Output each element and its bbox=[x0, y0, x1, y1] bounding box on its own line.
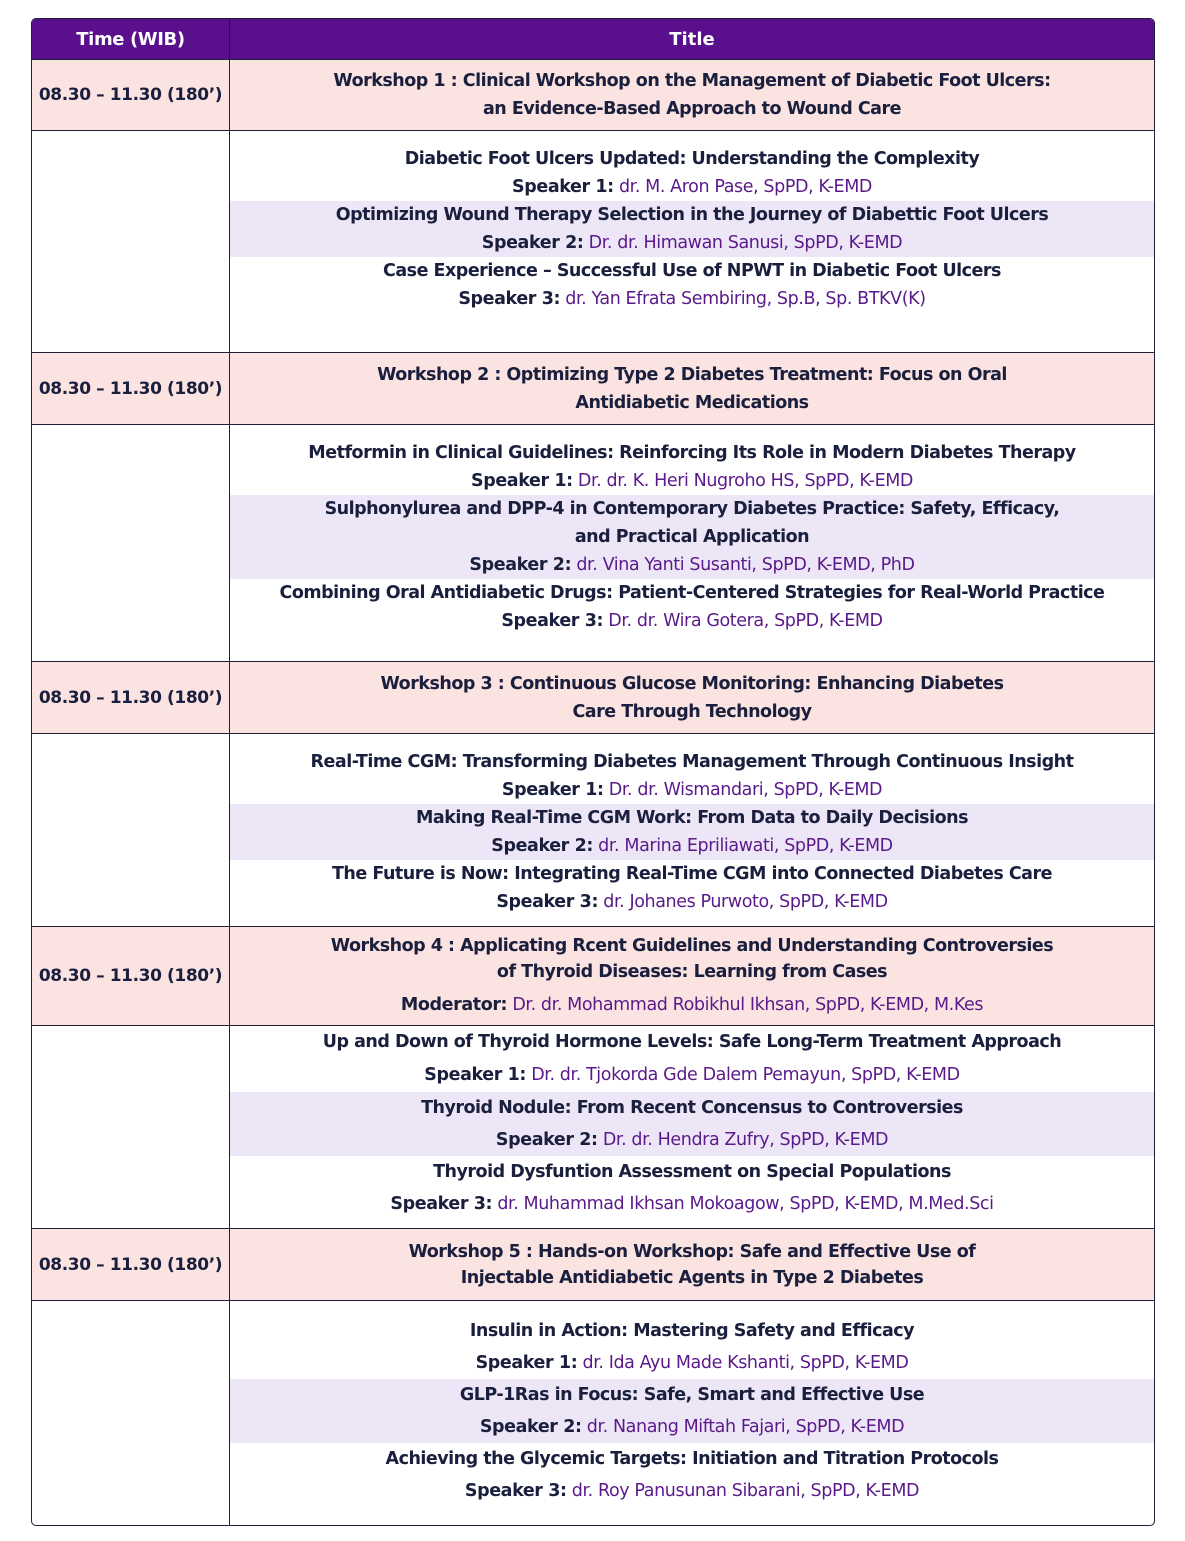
title-column-header: Title bbox=[669, 28, 715, 50]
workshop-title-line: Workshop 1 : Clinical Workshop on the Management of Diabetic Foot Ulcers: bbox=[333, 71, 1051, 91]
workshop-title bbox=[230, 927, 1154, 1025]
session-list bbox=[230, 1026, 1154, 1228]
session-item bbox=[230, 201, 1154, 257]
session-item bbox=[230, 145, 1154, 201]
empty-time-cell bbox=[32, 734, 230, 926]
workshop-title-line: Injectable Antidiabetic Agents in Type 2 Diabetes bbox=[460, 1267, 924, 1288]
moderator-label: Moderator: bbox=[400, 995, 508, 1015]
session-title: The Future is Now: Integrating Real-Time CGM into Connected Diabetes Care bbox=[332, 864, 1052, 884]
speaker-name: dr. M. Aron Pase, SpPD, K-EMD bbox=[618, 177, 872, 197]
session-title: Insulin in Action: Mastering Safety and Efficacy bbox=[469, 1321, 915, 1341]
workshop-title-line: Workshop 5 : Hands-on Workshop: Safe and Effective Use of bbox=[408, 1241, 976, 1262]
speaker-line bbox=[512, 173, 872, 201]
session-title: Case Experience – Successful Use of NPWT in Diabetic Foot Ulcers bbox=[383, 261, 1001, 281]
workshop-title bbox=[230, 353, 1154, 424]
speaker-line bbox=[469, 551, 914, 579]
speaker-line bbox=[424, 1059, 959, 1092]
speaker-name: dr. Roy Panusunan Sibarani, SpPD, K-EMD bbox=[571, 1481, 920, 1501]
workshop-title-line: Antidiabetic Medications bbox=[575, 392, 809, 413]
session-title: GLP-1Ras in Focus: Safe, Smart and Effective Use bbox=[459, 1385, 925, 1405]
session-item bbox=[230, 1092, 1154, 1156]
speaker-name: Dr. dr. Wismandari, SpPD, K-EMD bbox=[608, 780, 883, 800]
speaker-name: Dr. dr. Tjokorda Gde Dalem Pemayun, SpPD, K-EMD bbox=[531, 1065, 960, 1085]
speaker-label: Speaker 1: bbox=[512, 177, 614, 197]
session-title: Making Real-Time CGM Work: From Data to Daily Decisions bbox=[416, 808, 968, 828]
workshop-row bbox=[32, 60, 1154, 131]
session-title: Metformin in Clinical Guidelines: Reinforcing Its Role in Modern Diabetes Therapy bbox=[308, 443, 1076, 463]
workshop-title bbox=[230, 1229, 1154, 1300]
speaker-name: dr. Ida Ayu Made Kshanti, SpPD, K-EMD bbox=[582, 1353, 909, 1373]
workshop-time: 08.30 – 11.30 (180’) bbox=[32, 353, 230, 424]
time-column-header: Time (WIB) bbox=[32, 19, 230, 59]
session-item bbox=[230, 748, 1154, 804]
session-item bbox=[230, 1315, 1154, 1379]
workshop-time: 08.30 – 11.30 (180’) bbox=[32, 60, 230, 130]
session-item bbox=[230, 1379, 1154, 1443]
workshop-title bbox=[230, 60, 1154, 130]
sessions-row bbox=[32, 131, 1154, 353]
empty-time-cell bbox=[32, 131, 230, 352]
moderator-name: Dr. dr. Mohammad Robikhul Ikhsan, SpPD, K-EMD, M.Kes bbox=[512, 995, 984, 1015]
workshop-title bbox=[230, 662, 1154, 733]
speaker-line bbox=[502, 776, 882, 804]
workshop-row bbox=[32, 662, 1154, 734]
speaker-label: Speaker 1: bbox=[475, 1353, 578, 1373]
sessions-row bbox=[32, 734, 1154, 927]
speaker-name: dr. Johanes Purwoto, SpPD, K-EMD bbox=[603, 892, 888, 912]
speaker-line bbox=[496, 1124, 888, 1156]
speaker-label: Speaker 1: bbox=[471, 471, 573, 491]
speaker-label: Speaker 3: bbox=[390, 1194, 493, 1214]
moderator-line bbox=[401, 991, 983, 1019]
speaker-line bbox=[480, 1411, 904, 1443]
session-item bbox=[230, 1156, 1154, 1220]
speaker-label: Speaker 2: bbox=[481, 233, 584, 253]
workshop-title-line: Workshop 4 : Applicating Rcent Guidelines and Understanding Controversies bbox=[330, 936, 1054, 956]
speaker-label: Speaker 1: bbox=[501, 780, 604, 800]
session-item bbox=[230, 1443, 1154, 1507]
workshop-title-line: Care Through Technology bbox=[572, 701, 812, 722]
workshop-title-line: Workshop 2 : Optimizing Type 2 Diabetes Treatment: Focus on Oral bbox=[377, 364, 1007, 385]
speaker-line bbox=[496, 888, 887, 916]
workshop-title-line: of Thyroid Diseases: Learning from Cases bbox=[496, 962, 888, 982]
speaker-line bbox=[458, 285, 925, 313]
empty-time-cell bbox=[32, 1301, 230, 1526]
session-item bbox=[230, 1026, 1154, 1092]
speaker-label: Speaker 3: bbox=[496, 892, 599, 912]
speaker-name: dr. Muhammad Ikhsan Mokoagow, SpPD, K-EMD, M.Med.Sci bbox=[497, 1194, 994, 1214]
speaker-label: Speaker 2: bbox=[495, 1130, 598, 1150]
workshop-title-line: Workshop 3 : Continuous Glucose Monitoring: Enhancing Diabetes bbox=[380, 673, 1004, 694]
session-item bbox=[230, 579, 1154, 635]
speaker-label: Speaker 2: bbox=[469, 555, 572, 575]
speaker-line bbox=[476, 1347, 909, 1379]
session-list bbox=[230, 734, 1154, 926]
workshop-time: 08.30 – 11.30 (180’) bbox=[32, 1229, 230, 1300]
session-list bbox=[230, 1301, 1154, 1526]
session-list bbox=[230, 131, 1154, 352]
sessions-row bbox=[32, 1026, 1154, 1229]
speaker-label: Speaker 3: bbox=[458, 289, 561, 309]
session-title: Combining Oral Antidiabetic Drugs: Patient-Centered Strategies for Real-World Practice bbox=[279, 583, 1105, 603]
sessions-row bbox=[32, 1301, 1154, 1526]
session-list bbox=[230, 425, 1154, 661]
session-title: Sulphonylurea and DPP-4 in Contemporary Diabetes Practice: Safety, Efficacy, bbox=[324, 499, 1060, 519]
session-title-line2: and Practical Application bbox=[574, 527, 810, 547]
speaker-label: Speaker 3: bbox=[464, 1481, 567, 1501]
workshop-time: 08.30 – 11.30 (180’) bbox=[32, 662, 230, 733]
schedule-table bbox=[31, 18, 1155, 1526]
speaker-name: Dr. dr. Wira Gotera, SpPD, K-EMD bbox=[608, 611, 883, 631]
speaker-line bbox=[482, 229, 903, 257]
speaker-label: Speaker 2: bbox=[491, 836, 593, 856]
speaker-name: dr. Yan Efrata Sembiring, Sp.B, Sp. BTKV(K) bbox=[565, 289, 926, 309]
session-item bbox=[230, 804, 1154, 860]
speaker-line bbox=[465, 1475, 919, 1507]
speaker-label: Speaker 1: bbox=[424, 1065, 527, 1085]
session-title: Achieving the Glycemic Targets: Initiation and Titration Protocols bbox=[385, 1449, 999, 1469]
workshop-row bbox=[32, 1229, 1154, 1301]
session-item bbox=[230, 495, 1154, 579]
empty-time-cell bbox=[32, 1026, 230, 1228]
session-item bbox=[230, 439, 1154, 495]
session-title: Thyroid Dysfuntion Assessment on Special Populations bbox=[433, 1162, 951, 1182]
session-title: Up and Down of Thyroid Hormone Levels: Safe Long-Term Treatment Approach bbox=[322, 1032, 1062, 1052]
speaker-line bbox=[390, 1188, 993, 1220]
speaker-name: dr. Nanang Miftah Fajari, SpPD, K-EMD bbox=[586, 1417, 905, 1437]
speaker-name: dr. Vina Yanti Susanti, SpPD, K-EMD, PhD bbox=[576, 555, 915, 575]
speaker-line bbox=[491, 832, 893, 860]
speaker-name: Dr. dr. Hendra Zufry, SpPD, K-EMD bbox=[602, 1130, 889, 1150]
session-title: Diabetic Foot Ulcers Updated: Understanding the Complexity bbox=[404, 149, 980, 169]
speaker-line bbox=[471, 467, 913, 495]
session-item bbox=[230, 860, 1154, 916]
session-title: Thyroid Nodule: From Recent Concensus to Controversies bbox=[421, 1098, 963, 1118]
sessions-row bbox=[32, 425, 1154, 662]
session-title: Real-Time CGM: Transforming Diabetes Management Through Continuous Insight bbox=[310, 752, 1074, 772]
session-item bbox=[230, 257, 1154, 313]
workshop-row bbox=[32, 353, 1154, 425]
speaker-name: dr. Marina Epriliawati, SpPD, K-EMD bbox=[598, 836, 893, 856]
workshop-time: 08.30 – 11.30 (180’) bbox=[32, 927, 230, 1025]
empty-time-cell bbox=[32, 425, 230, 661]
workshop-row bbox=[32, 927, 1154, 1026]
table-header bbox=[32, 19, 1154, 60]
speaker-label: Speaker 3: bbox=[501, 611, 604, 631]
speaker-name: Dr. dr. K. Heri Nugroho HS, SpPD, K-EMD bbox=[577, 471, 913, 491]
speaker-label: Speaker 2: bbox=[479, 1417, 582, 1437]
speaker-line bbox=[501, 607, 882, 635]
speaker-name: Dr. dr. Himawan Sanusi, SpPD, K-EMD bbox=[588, 233, 903, 253]
session-title: Optimizing Wound Therapy Selection in the Journey of Diabettic Foot Ulcers bbox=[335, 205, 1049, 225]
workshop-title-line: an Evidence-Based Approach to Wound Care bbox=[483, 99, 901, 119]
